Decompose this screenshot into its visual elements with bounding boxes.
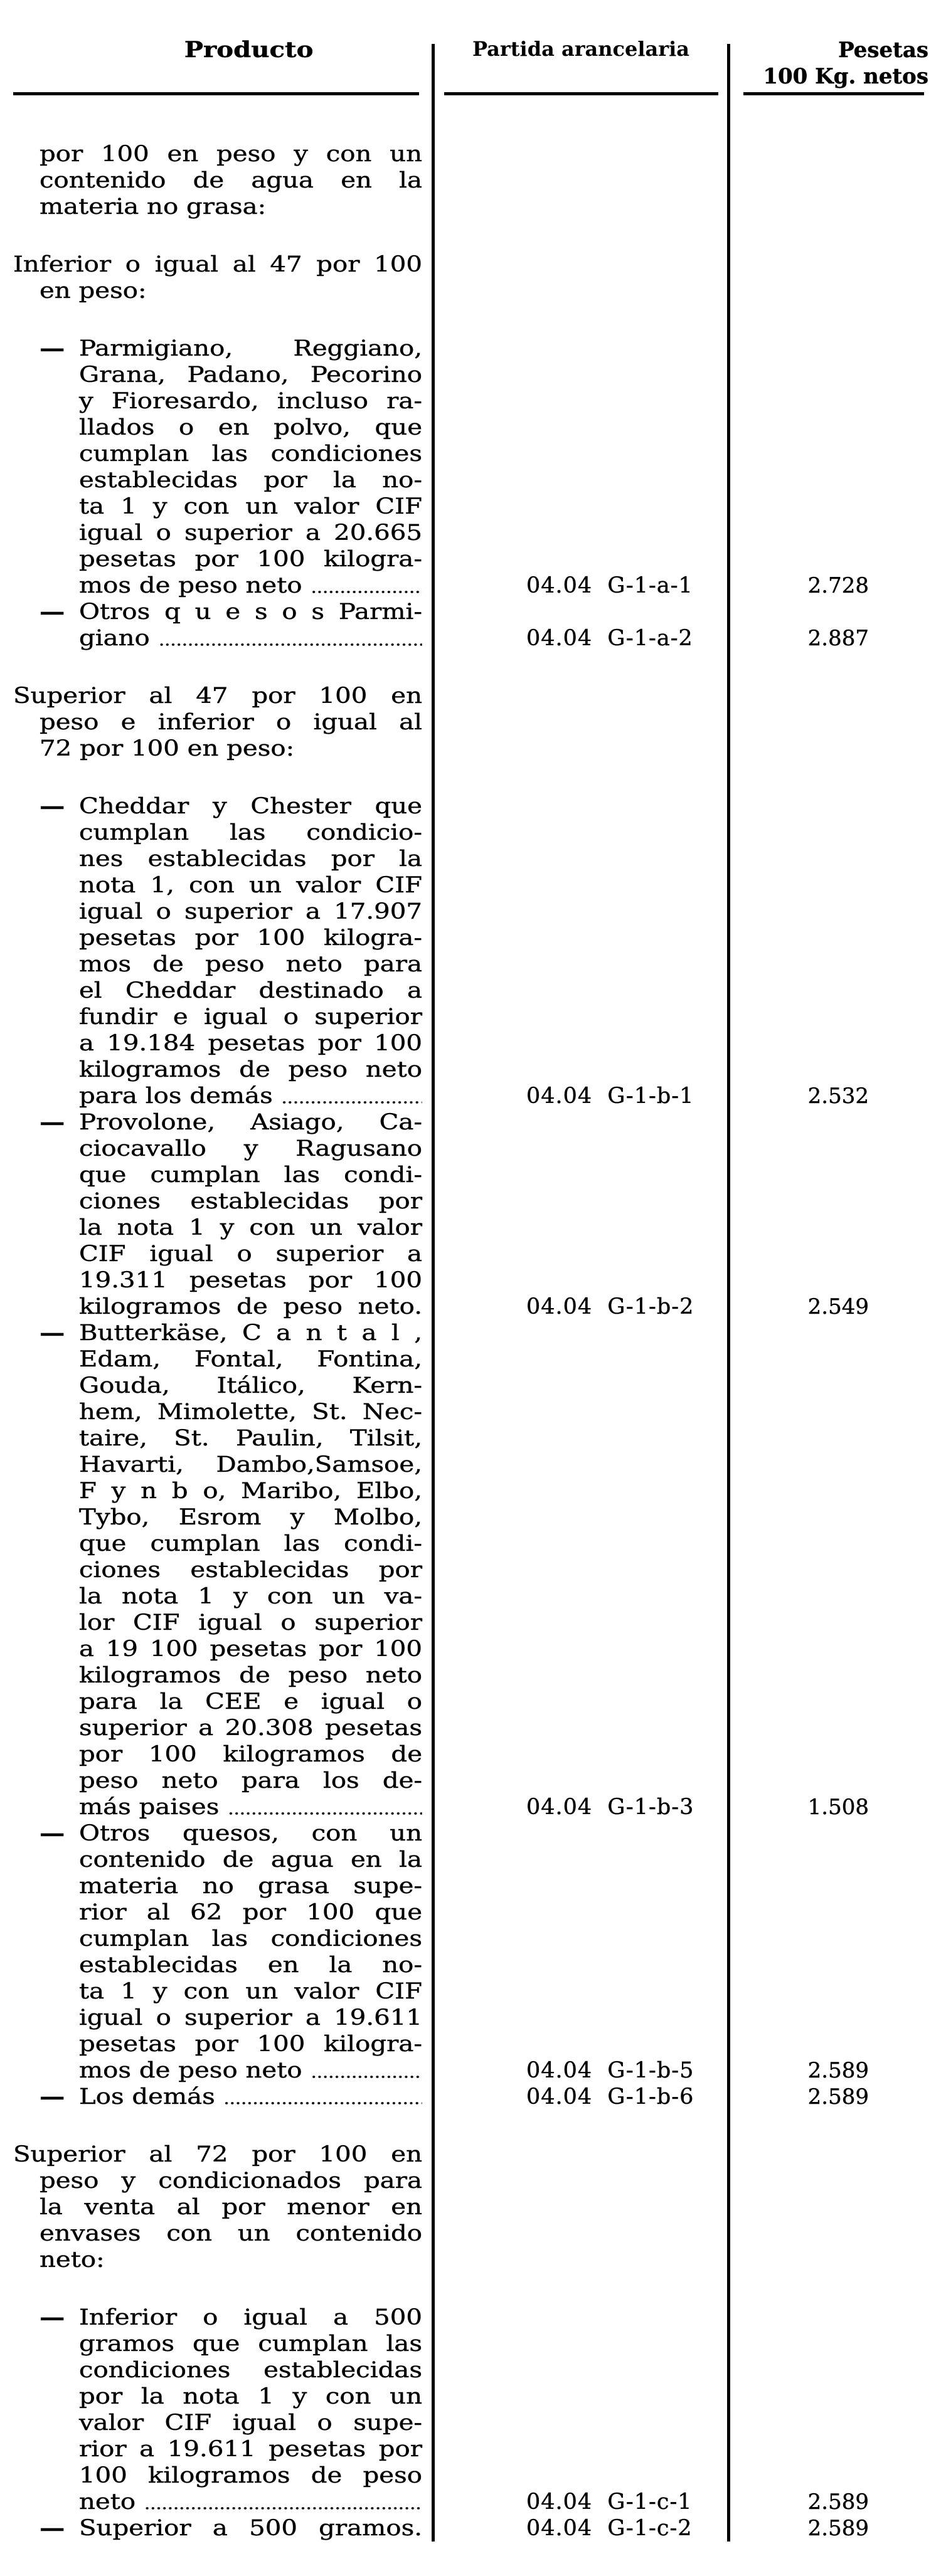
text-line: materia no grasa supe- [78, 1874, 423, 1899]
text-line: hem, Mimolette, St. Nec- [78, 1400, 423, 1425]
column-header-product: Producto [184, 37, 314, 63]
column-header-tariff: Partida arancelaria [472, 37, 690, 61]
table-row [0, 793, 941, 1109]
text-line: la venta al por menor en [39, 2195, 423, 2220]
text-line: ta 1 y con un valor CIF [78, 1979, 423, 2004]
table-row [0, 1820, 941, 2084]
column-header-price-line2: 100 Kg. netos [763, 64, 928, 89]
text-line: rior a 19.611 pesetas por [78, 2437, 423, 2462]
product-description [79, 2515, 422, 2542]
text-line: superior a 20.308 pesetas [78, 1716, 423, 1741]
text-line: Havarti, Dambo,Samsoe, [78, 1452, 423, 1477]
text-line: F y n b o, Maribo, Elbo, [78, 1479, 423, 1504]
text-line: contenido de agua en la [39, 168, 423, 193]
text-line: cumplan las condicio- [78, 820, 423, 845]
text-line: pesetas por 100 kilogra- [78, 2032, 423, 2057]
tariff-code: 04.04 G-1-b-3 [526, 1795, 694, 1820]
dotted-leader [159, 625, 422, 652]
text-line: la nota 1 y con un va- [78, 1584, 423, 1609]
text-line: CIF igual o superior a [78, 1242, 423, 1267]
text-line: ciones establecidas por [78, 1558, 423, 1583]
dotted-leader [228, 1794, 422, 1820]
text-line: gramos que cumplan las [78, 2331, 423, 2357]
product-cell [0, 1820, 434, 2084]
header-rule-tariff [444, 92, 718, 95]
text-line: Inferior o igual a 500 [78, 2305, 423, 2330]
dotted-leader [224, 2084, 422, 2110]
table-body [0, 141, 941, 2542]
text-line [79, 2084, 422, 2110]
text-line: a 19 100 pesetas por 100 [78, 1637, 423, 1662]
text-line [79, 1083, 422, 1109]
section-heading [0, 251, 941, 304]
text-line: Superior al 72 por 100 en [13, 2142, 423, 2167]
text-line: ta 1 y con un valor CIF [78, 494, 423, 519]
text-line: a 19.184 pesetas por 100 [78, 1031, 423, 1056]
text-line: Otros q u e s o s Parmi- [78, 599, 423, 625]
text-line: Otros quesos, con un [78, 1821, 423, 1846]
dash-bullet: — [39, 793, 65, 819]
dotted-leader [311, 573, 422, 599]
line-text: mos de peso neto [78, 573, 302, 598]
price-value: 2.589 [807, 2489, 869, 2515]
product-cell [0, 1109, 434, 1320]
text-line: por la nota 1 y con un [78, 2384, 423, 2409]
text-line: Superior al 47 por 100 en [13, 684, 423, 709]
table-row [0, 1109, 941, 1320]
line-text: Los demás [78, 2084, 215, 2109]
text-line: neto: [39, 2247, 105, 2272]
text-line: kilogramos de peso neto [78, 1057, 423, 1082]
line-text: neto [78, 2489, 136, 2515]
line-text: giano [78, 626, 150, 651]
dash-bullet: — [39, 335, 65, 361]
text-line [79, 625, 422, 652]
text-line: taire, St. Paulin, Tilsit, [78, 1426, 423, 1451]
text-line [79, 573, 422, 599]
text-line: condiciones establecidas [78, 2358, 423, 2383]
text-line: ciocavallo y Ragusano [78, 1136, 423, 1161]
text-line: por 100 en peso y con un [39, 142, 423, 167]
text-line: Butterkäse, C a n t a l , [78, 1321, 423, 1346]
text-line: en peso: [39, 278, 147, 304]
product-cell [0, 793, 434, 1109]
product-description [79, 793, 422, 1109]
section-heading [0, 683, 941, 762]
text-line [79, 1794, 422, 1820]
text-line: Gouda, Itálico, Kern- [78, 1373, 423, 1398]
tariff-code: 04.04 G-1-b-2 [526, 1294, 694, 1319]
text-line: el Cheddar destinado a [78, 978, 423, 1003]
text-line: 100 kilogramos de peso [78, 2463, 423, 2488]
table-row [0, 599, 941, 652]
text-line: igual o superior a 20.665 [78, 520, 423, 546]
text-line: Edam, Fontal, Fontina, [78, 1347, 423, 1372]
dotted-leader [144, 2489, 422, 2515]
dash-bullet: — [39, 2084, 65, 2109]
tariff-code: 04.04 G-1-b-1 [526, 1084, 694, 1109]
text-line: que cumplan las condi- [78, 1163, 423, 1188]
text-line: establecidas por la no- [78, 468, 423, 493]
line-text: mos de peso neto [78, 2058, 302, 2083]
dotted-leader [282, 1083, 422, 1109]
dash-bullet: — [39, 1109, 65, 1135]
product-cell [0, 2515, 434, 2542]
price-value: 2.887 [807, 626, 869, 651]
line-text: para los demás [78, 1084, 273, 1109]
text-line: valor CIF igual o supe- [78, 2410, 423, 2436]
product-description [79, 335, 422, 599]
dash-bullet: — [39, 1320, 65, 1346]
text-line: Grana, Padano, Pecorino [78, 362, 423, 388]
text-line: pesetas por 100 kilogra- [78, 926, 423, 951]
price-value: 1.508 [807, 1795, 869, 1820]
text-line: establecidas en la no- [78, 1953, 423, 1978]
price-value: 2.589 [807, 2084, 869, 2109]
tariff-code: 04.04 G-1-a-2 [526, 626, 693, 651]
text-line: peso neto para los de- [78, 1768, 423, 1793]
tariff-code: 04.04 G-1-c-1 [526, 2489, 693, 2515]
header-rule-product [13, 92, 419, 95]
table-row [0, 2515, 941, 2542]
text-line: Superior a 500 gramos. [78, 2516, 423, 2541]
text-line: ciones establecidas por [78, 1189, 423, 1214]
section-heading [0, 141, 941, 220]
text-line [79, 2489, 422, 2515]
product-cell [0, 251, 434, 304]
product-description [79, 1820, 422, 2084]
product-cell [0, 1320, 434, 1820]
text-line: y Fioresardo, incluso ra- [78, 389, 423, 414]
text-line: para la CEE e igual o [78, 1689, 423, 1714]
product-description [79, 2084, 422, 2110]
product-description [79, 599, 422, 652]
text-line: nes establecidas por la [78, 847, 423, 872]
dash-bullet: — [39, 1820, 65, 1846]
product-cell [0, 599, 434, 652]
product-description [79, 2304, 422, 2515]
dotted-leader [311, 2057, 422, 2084]
text-line: Tybo, Esrom y Molbo, [78, 1505, 423, 1530]
text-line: 72 por 100 en peso: [39, 736, 295, 761]
table-row [0, 1320, 941, 1820]
text-line: nota 1, con un valor CIF [78, 873, 423, 898]
product-cell [0, 2141, 434, 2273]
text-line: cumplan las condiciones [78, 441, 423, 467]
dash-bullet: — [39, 2304, 65, 2330]
price-value: 2.589 [807, 2516, 869, 2541]
text-line: Parmigiano, Reggiano, [78, 336, 423, 361]
column-header-price-line1: Pesetas [838, 38, 928, 63]
tariff-code: 04.04 G-1-a-1 [526, 573, 693, 598]
price-value: 2.532 [807, 1084, 869, 1109]
text-line: 19.311 pesetas por 100 [78, 1268, 423, 1293]
text-line: lor CIF igual o superior [78, 1610, 423, 1635]
text-line: que cumplan las condi- [78, 1531, 423, 1556]
header-rule-price [743, 92, 924, 95]
text-line: igual o superior a 19.611 [78, 2005, 423, 2030]
text-line: contenido de agua en la [78, 1847, 423, 1872]
text-line: kilogramos de peso neto. [78, 1294, 423, 1319]
tariff-code: 04.04 G-1-b-6 [526, 2084, 694, 2109]
product-cell [0, 141, 434, 220]
product-description [79, 1320, 422, 1820]
tariff-code: 04.04 G-1-c-2 [526, 2516, 693, 2541]
text-line: kilogramos de peso neto [78, 1663, 423, 1688]
text-line: por 100 kilogramos de [78, 1742, 423, 1767]
text-line: Provolone, Asiago, Ca- [78, 1110, 423, 1135]
text-line: Cheddar y Chester que [78, 794, 423, 819]
text-line: mos de peso neto para [78, 952, 423, 977]
text-line: la nota 1 y con un valor [78, 1215, 423, 1240]
product-cell [0, 2304, 434, 2515]
tariff-code: 04.04 G-1-b-5 [526, 2058, 694, 2083]
text-line: rior al 62 por 100 que [78, 1900, 423, 1925]
text-line: Inferior o igual al 47 por 100 [13, 252, 423, 277]
text-line: peso y condicionados para [39, 2168, 423, 2193]
dash-bullet: — [39, 2515, 65, 2541]
dash-bullet: — [39, 599, 65, 625]
text-line: materia no grasa: [39, 194, 267, 219]
table-row [0, 335, 941, 599]
text-line: fundir e igual o superior [78, 1005, 423, 1030]
price-value: 2.589 [807, 2058, 869, 2083]
text-line: llados o en polvo, que [78, 415, 423, 440]
text-line [79, 2057, 422, 2084]
product-description [79, 1109, 422, 1320]
table-row [0, 2084, 941, 2110]
text-line: cumplan las condiciones [78, 1926, 423, 1951]
text-line: pesetas por 100 kilogra- [78, 547, 423, 572]
price-value: 2.728 [807, 573, 869, 598]
text-line: peso e inferior o igual al [39, 710, 423, 735]
price-value: 2.549 [807, 1294, 869, 1319]
product-cell [0, 335, 434, 599]
line-text: más paises [78, 1795, 220, 1820]
text-line: igual o superior a 17.907 [78, 899, 423, 924]
product-cell [0, 2084, 434, 2110]
table-row [0, 2304, 941, 2515]
section-heading [0, 2141, 941, 2273]
text-line: envases con un contenido [39, 2221, 423, 2246]
product-cell [0, 683, 434, 762]
